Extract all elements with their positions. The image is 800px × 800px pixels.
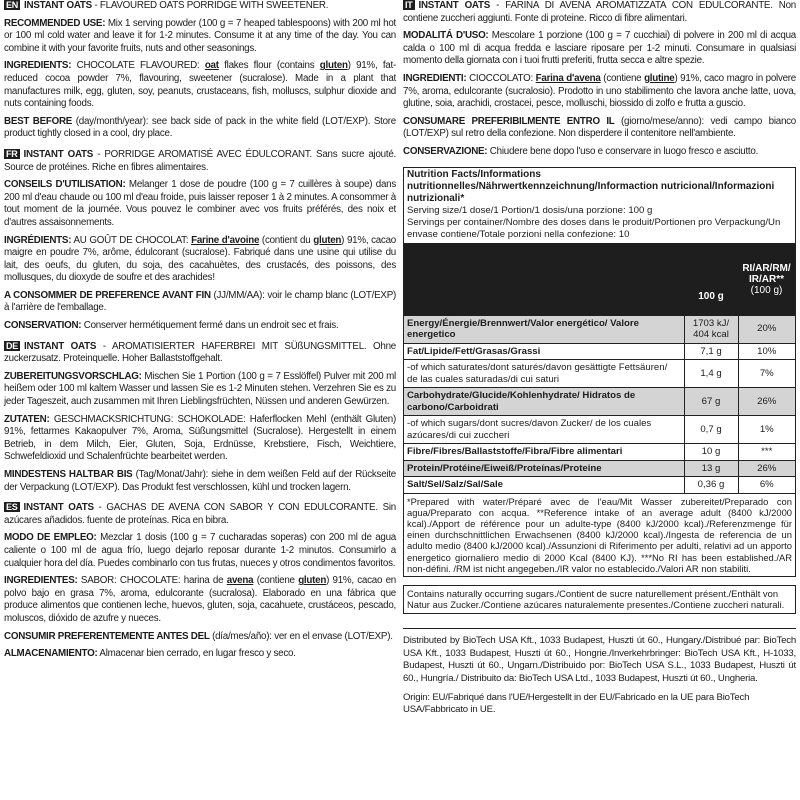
it-ingredients (403, 73, 796, 111)
fr-product-desc: - PORRIDGE AROMATISÉ AVEC ÉDULCORANT. Sans sucre ajouté. Source de protéines. Riche en fibres alimentaires. (4, 148, 396, 173)
nutrient-row-salt (404, 477, 795, 493)
it-storage-text: Chiudere bene dopo l'uso e conservare in luogo fresco e asciutto. (487, 145, 759, 157)
es-use (4, 532, 396, 570)
serving-size: Serving size/1 dose/1 Portion/1 dosis/una porzione: 100 g (407, 204, 653, 216)
en-allergen-gluten: gluten (319, 60, 348, 72)
es-best-text: (día/mes/año): ver en el envase (LOT/EXP). (209, 630, 393, 642)
nutrient-label: Salt/Sel/Salz/Sal/Sale (407, 479, 503, 491)
fr-best-label: A CONSOMMER DE PREFERENCE AVANT FIN (4, 289, 211, 301)
nutrient-label: -of which sugars/dont sucres/davon Zucker/ de los cuales azúcares/di cui zuccheri (404, 416, 684, 444)
it-use (403, 30, 796, 68)
es-storage-label: ALMACENAMIENTO: (4, 648, 98, 660)
it-best-label: CONSUMARE PREFERIBILMENTE ENTRO IL (403, 115, 615, 127)
nutrient-column-header (404, 244, 684, 316)
es-best-before (4, 631, 396, 644)
it-best-before (403, 116, 796, 141)
fr-storage-text: Conserver hermétiquement fermé dans un endroit sec et frais. (81, 320, 339, 332)
ri-header-line-2: IR/AR** (748, 274, 784, 286)
en-use-label: RECOMMENDED USE: (4, 17, 106, 29)
de-best-before (4, 469, 396, 494)
es-allergen-oat: avena (226, 575, 254, 587)
en-best-text: (day/month/year): see back side of pack in the white field (LOT/EXP). Store product tightly closed in a cool, dry place. (4, 115, 396, 140)
nutrient-row-sugars (404, 416, 795, 444)
nutrition-grid (404, 244, 795, 493)
servings-per-container: Servings per container/Nombre des doses dans le produit/Portionen pro Verpackung/Un envase contiene/Totale porzioni nella confezione: 10 (407, 216, 781, 240)
es-ingredients-label: INGREDIENTES: (4, 575, 78, 587)
de-product-desc: - AROMATISIERTER HAFERBREI MIT SÜßUNGSMITTEL. Ohne zuckerzusatz. Proteinquelle. Hoher Ballaststoffgehalt. (4, 340, 397, 365)
de-use (4, 371, 396, 409)
nutrient-value: 7,1 g (684, 343, 738, 360)
it-use-text: Mescolare 1 porzione (100 g = 7 cucchiai) di polvere in 200 ml di acqua calda o 100 ml di acqua fredda e lasciare riposare per 1-2 minuti. Consumare in qualsiasi momento della giornata con i tuoi frutti preferiti, frutta secca e altre spezie. (403, 30, 796, 67)
en-best-label: BEST BEFORE (4, 115, 73, 127)
nutrient-label: -of which saturates/dont saturés/davon gesättigte Fettsäuren/ de las cuales saturadas/di cui saturi (404, 360, 684, 388)
ri-header-line-1: RI/AR/RM/ (742, 263, 791, 275)
nutrient-row-saturates (404, 360, 795, 388)
fr-allergen-oat: Farine d'avoine (191, 234, 260, 246)
en-product-desc: - FLAVOURED OATS PORRIDGE WITH SWEETENER. (91, 0, 329, 11)
nutrient-ri: 7% (738, 360, 795, 388)
it-language-badge: IT (405, 0, 413, 10)
de-use-label: ZUBEREITUNGSVORSCHLAG: (4, 370, 142, 382)
left-column (4, 0, 396, 666)
nutrient-value: 0,36 g (684, 477, 738, 493)
en-allergen-oat: oat (204, 60, 219, 72)
de-product-line (4, 341, 396, 366)
nutrient-row-energy (404, 316, 795, 344)
nutrient-ri: 1% (738, 416, 795, 444)
en-best-before (4, 116, 396, 141)
nutrition-column-header (404, 244, 795, 316)
nutrient-row-fat (404, 343, 795, 360)
nutrition-header (404, 168, 795, 244)
nutrient-ri: *** (738, 444, 795, 461)
es-product-line (4, 502, 396, 527)
fr-ing-part-3: ) 91%, cacao maigre en poudre 7%, arôme, édulcorant (sucralose). Fabriqué dans une usine qui utilise du lait, des oeufs, du gluten, du soja, des cacahuètes, des crustacés, des poissons, des mollusques, du dioxyde de soufre et des arachides! (4, 234, 396, 284)
nutrient-value: 1,4 g (684, 360, 738, 388)
origin-info: Origin: EU/Fabriqué dans l'UE/Hergestellt in der EU/Fabricado en la UE para BioTech USA/Fabbricato in UE. (403, 691, 750, 715)
it-allergen-oat: Farina d'avena (535, 72, 601, 84)
nutrient-value: 10 g (684, 444, 738, 461)
it-product-name: INSTANT OATS (418, 0, 491, 11)
en-ingredients (4, 60, 396, 110)
de-language-badge: DE (6, 340, 19, 351)
fr-language-badge: FR (6, 148, 18, 159)
it-use-label: MODALITÁ D'USO: (403, 30, 489, 42)
nutrient-ri: 10% (738, 343, 795, 360)
es-use-label: MODO DE EMPLEO: (4, 532, 97, 544)
de-best-text: (Tag/Monat/Jahr): siehe in dem weißen Feld auf der Rückseite der Verpackung (LOT/EXP). Das Produkt fest verschlossen, kühl und trocken lagern. (4, 469, 396, 493)
fr-use-text: Melanger 1 dose de poudre (100 g = 7 cuillères à soupe) dans 200 ml d'eau chaude ou 100 ml d'eau froide, puis laisser reposer 1 à 2 minutes. A consommer à tout moment de la journée. Vous pouvez le combiner avec vos fruits préférés, des noix et d'autres assaisonnements. (4, 179, 396, 228)
fr-storage (4, 320, 396, 333)
en-product-line (4, 0, 396, 13)
it-storage (403, 146, 796, 159)
it-product-line (403, 0, 796, 25)
nutrient-value: 13 g (684, 460, 738, 477)
nutrient-ri: 20% (738, 316, 795, 344)
fr-use (4, 179, 396, 229)
nutrient-ri: 26% (738, 388, 795, 416)
nutrient-row-fibre (404, 444, 795, 461)
ri-header-line-3: (100 g) (750, 285, 783, 297)
nutrient-label: Carbohydrate/Glucide/Kohlenhydrate/ Hidratos de carbono/Carboidrati (404, 388, 684, 416)
nutrient-ri: 26% (738, 460, 795, 477)
es-language-badge: ES (6, 502, 18, 513)
nutrient-ri: 6% (738, 477, 795, 493)
de-ing-text: GESCHMACKSRICHTUNG: SCHOKOLADE: Haferflocken Mehl (enthält Gluten) 91%, fettarmes Kakaopulver 7%, Aroma, Süßungsmittel (Sucralose). Hergestellt in einem Betrieb, in dem Milch, Eier, Gluten, Soja, Erdnüsse, Krebstiere, Fisch, Weichtiere, Schwefeldioxid und Schalenfrüchte bearbeitet werden. (4, 413, 396, 463)
fr-use-label: CONSEILS D'UTILISATION: (4, 179, 126, 191)
nutrient-value: 67 g (684, 388, 738, 416)
nutrition-facts-table (403, 167, 796, 577)
es-allergen-gluten: gluten (298, 575, 327, 587)
es-ingredients (4, 575, 396, 625)
nutrition-footnote: *Prepared with water/Préparé avec de l'eau/Mit Wasser zubereitet/Preparado con agua/Preparato con acqua. **Reference intake of an average adult (8400 kJ/2000 kcal)./Apport de référence pour un adulte-type (8400 kJ/2000 kcal)./Referenzmenge für einen durchschnittlichen Erwachsenen (8400 kJ/2000 kcal)./Ingesta de referencia de un adulto medio (8400 kJ/2000 kcal)./Assunzioni di Riferimento per adulti, relativi ad un apporto energetico giornaliero medio di 2000 Kcal (8400 KJ). ***No RI has been established./AR non-défini. /RM ist nicht angegeben./IR valor no establecido./Valori AR non stabiliti. (404, 493, 795, 576)
en-product-name: INSTANT OATS (24, 0, 92, 11)
nutrient-label: Energy/Énergie/Brennwert/Valor energético/ Valore energetico (404, 316, 684, 344)
en-use-text: Mix 1 serving powder (100 g = 7 heaped tablespoons) with 200 ml hot or 100 ml cold water and leave it for 1-2 minutes. Consume it at any time of the day. You can combine it with your favorite fruits, nuts and other seasonings. (4, 17, 396, 54)
de-use-text: Mischen Sie 1 Portion (100 g = 7 Esslöffel) Pulver mit 200 ml heißem oder 100 ml kaltem Wasser und lassen Sie es 1-2 Minuten stehen. Verzehren Sie es zu jeder Tageszeit, auch zusammen mit Ihren Lieblingsfrüchten, Nüssen und anderen Gewürzen. (4, 370, 396, 408)
en-ing-part-2: flakes flour (contains (218, 60, 320, 72)
nutrient-label: Fibre/Fibres/Ballaststoffe/Fibra/Fibre alimentari (404, 444, 684, 461)
nutrient-value: 1703 kJ/ 404 kcal (684, 316, 738, 344)
es-ing-part-2: (contiene (253, 575, 299, 587)
de-ingredients-label: ZUTATEN: (4, 413, 50, 425)
en-language-badge: EN (6, 0, 19, 10)
fr-storage-label: CONSERVATION: (4, 320, 82, 332)
nutrient-label: Fat/Lipide/Fett/Grasas/Grassi (404, 343, 684, 360)
per-100g-header: 100 g (684, 244, 738, 316)
fr-best-text: (JJ/MM/AA): voir le champ blanc (LOT/EXP) à l'arrière de l'emballage. (4, 289, 396, 314)
fr-product-name: INSTANT OATS (23, 148, 94, 160)
en-ing-part-1: CHOCOLATE FLAVOURED: (71, 60, 205, 72)
de-ingredients (4, 414, 396, 464)
fr-allergen-gluten: gluten (313, 234, 342, 246)
nutrient-row-protein (404, 460, 795, 477)
reference-intake-header (738, 244, 795, 316)
en-use (4, 18, 396, 56)
nutrient-label: Protein/Protéine/Eiweiß/Proteínas/Proteine (404, 460, 684, 477)
fr-ing-part-1: AU GOÛT DE CHOCOLAT: (71, 234, 192, 246)
de-product-name: INSTANT OATS (24, 340, 97, 352)
natural-sugars-note: Contains naturally occurring sugars./Contient de sucre naturellement présent./Enthält von Natur aus Zucker./Contiene azúcares naturalemente presentes./Contiene zuccheri naturali. (403, 585, 796, 614)
de-best-label: MINDESTENS HALTBAR BIS (4, 469, 133, 480)
fr-best-before (4, 290, 396, 315)
it-ing-part-2: (contiene (600, 72, 645, 84)
it-ing-part-1: CIOCCOLATO: (466, 72, 536, 84)
fr-ing-part-2: (contient du (259, 234, 314, 246)
right-column (403, 0, 796, 716)
nutrient-row-carbohydrate (404, 388, 795, 416)
es-storage (4, 648, 396, 661)
es-product-desc: - GACHAS DE AVENA CON SABOR Y CON EDULCORANTE. Sin azúcares añadidos. fuente de proteínas. Rica en bibra. (4, 502, 396, 526)
es-ing-part-1: SABOR: CHOCOLATE: harina de (77, 575, 227, 587)
divider (403, 628, 796, 629)
fr-ingredients (4, 235, 396, 285)
es-storage-text: Almacenar bien cerrado, en lugar fresco y seco. (97, 648, 296, 660)
it-best-text: (giorno/mese/anno): vedi campo bianco (LOT/EXP) sul retro della confezione. Non disperdere il contenitore nell'ambiente. (403, 115, 796, 140)
it-ing-part-3: ) 91%, caco magro in polvere 7%, aroma, edulcorante (sucralosio). Prodotto in uno stabilimento che lavora anche latte, uova, glutine, soia, arachidi, crostacei, pesce, molluschi, biossido di zolfo e frutta a guscio. (403, 72, 797, 110)
it-storage-label: CONSERVAZIONE: (403, 145, 488, 157)
en-ingredients-label: INGREDIENTS: (4, 60, 72, 72)
nutrient-value: 0,7 g (684, 416, 738, 444)
it-product-desc: - FARINA DI AVENA AROMATIZZATA CON EDULCORANTE. Non contiene zuccheri aggiunti. Fonte di proteine. Ricco di fibre alimentari. (403, 0, 797, 24)
fr-ingredients-label: INGRÉDIENTS: (4, 234, 72, 246)
it-allergen-gluten: glutine (644, 72, 675, 84)
es-use-text: Mezclar 1 dosis (100 g = 7 cucharadas soperas) con 200 ml de agua caliente o 100 ml de agua frío, luego dejarlo reposar durante 1-2 minutos. Consumirlo a cualquier hora del día. Puedes combinarlo con tus frutas, nueces y otros condimentos favoritos. (4, 532, 396, 569)
es-ing-part-3: ) 91%, cacao en polvo bajo en grasa 7%, aroma, edulcorante (sucralosa). Elaborado en una fábrica que produce alimentos que contienen leche, huevos, gluten, soja, cacahuete, crustáceos, pescado, moluscos, dióxido de azufre y nueces. (4, 575, 396, 624)
fr-product-line (4, 149, 396, 174)
nutrition-title: Nutrition Facts/Informations nutritionnelles/Nährwertkennzeichnung/Informaction nutricional/Informazioni nutrizionali* (407, 168, 775, 204)
it-ingredients-label: INGREDIENTI: (403, 72, 467, 84)
distributor-info: Distributed by BioTech USA Kft., 1033 Budapest, Huszti út 60., Hungary./Distribué par: BioTech USA Kft., 1033 Budapest, Huszti út 60., Hongrie./Inverkehrbringer: BioTech USA Kft., H-1033, Budapest, Huszti út 60., Ungarn./Distribuido por: BioTech USA S.L., 1033 Budapest, Huszti út 60., Hungría./ Distribuito da: BioTech USA Ltd., 1033 Budapest, Huszti út 60., Ungheria. (403, 634, 796, 685)
es-best-label: CONSUMIR PREFERENTEMENTE ANTES DEL (4, 630, 210, 642)
es-product-name: INSTANT OATS (23, 502, 94, 514)
en-ing-part-3: ) 91%, fat-reduced cocoa powder 7%, flavouring, sweetener (sucralose). Made in a plant that manufactures milk, egg, gluten, soy, peanuts, crustaceans, fish, molluscs, sulphur dioxide and nuts containing foods. (4, 60, 396, 110)
